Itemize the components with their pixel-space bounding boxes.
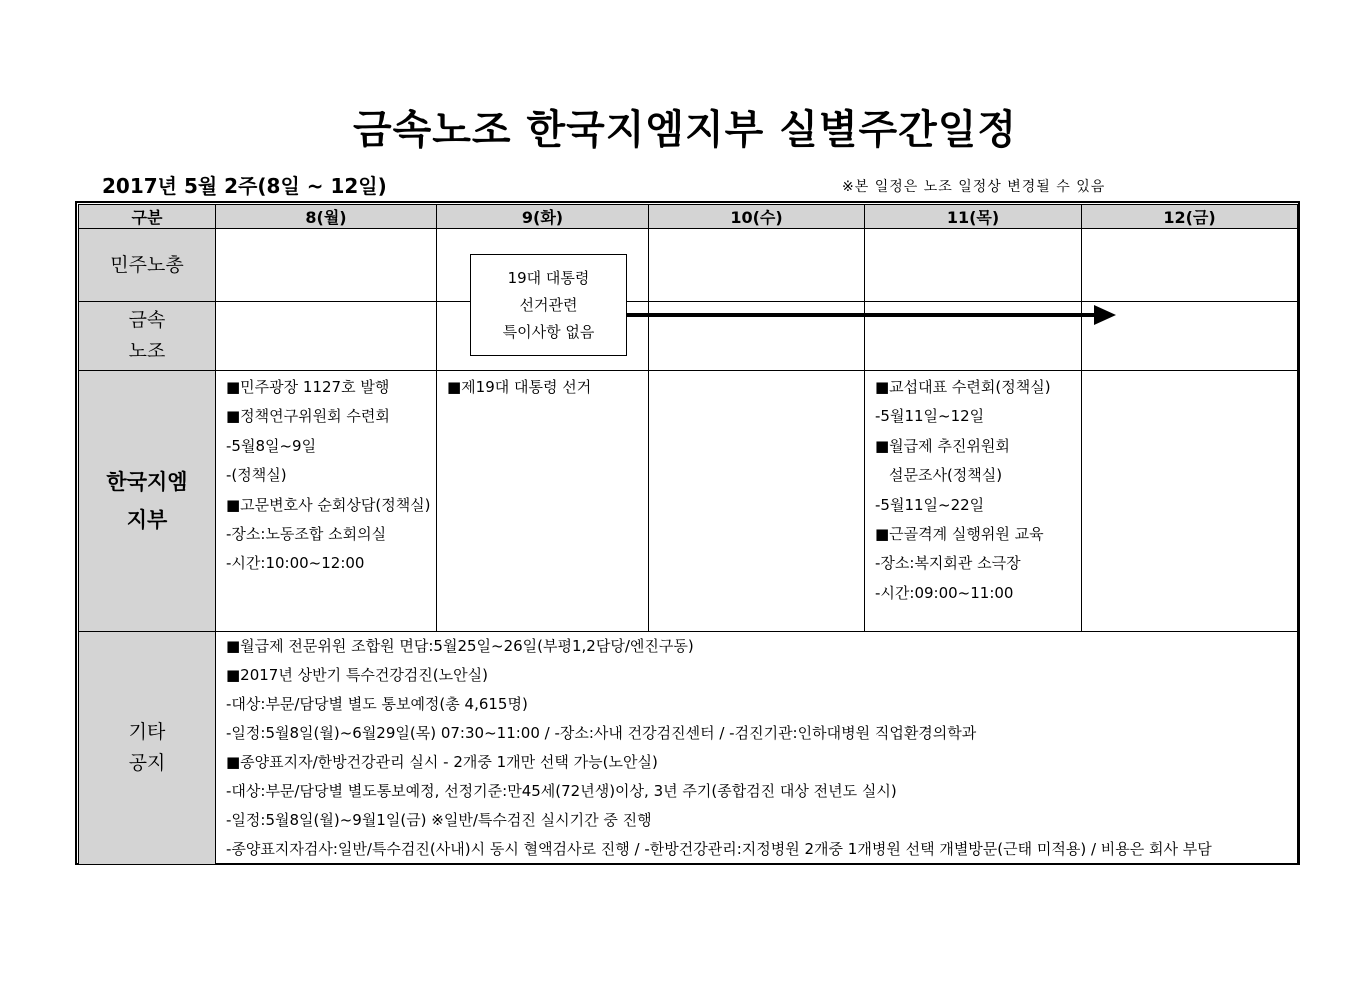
cell-kctu-thu [865,229,1082,302]
list-item: -시간:09:00~11:00 [875,583,1014,602]
header-day-wed: 10(수) [649,205,865,229]
list-item: -장소:노동조합 소회의실 [226,524,387,543]
row-label-misc-line1: 기타 [128,721,166,743]
cell-gmk-fri [1082,371,1298,632]
list-item: 설문조사(정책실) [889,466,1003,485]
row-misc [79,632,1298,865]
cell-kctu-wed [649,229,865,302]
row-label-misc-line2: 공지 [128,752,166,774]
change-notice: ※본 일정은 노조 일정상 변경될 수 있음 [842,179,1106,195]
list-item: -(정책실) [226,466,287,485]
cell-misc-notices [216,632,1298,865]
election-note-line: 특이사항 없음 [502,323,595,341]
list-item: -5월11일~22일 [875,495,985,514]
list-item: ■교섭대표 수련회(정책실) [875,378,1051,396]
election-note-box [470,254,627,356]
week-range: 2017년 5월 2주(8일 ~ 12일) [102,174,387,198]
cell-gmk-wed [649,371,865,632]
row-label-misc [79,632,216,865]
row-label-gmk-line2: 지부 [126,508,168,532]
list-item: -종양표지자검사:일반/특수검진(사내)시 동시 혈액검사로 진행 / -한방건강관리:지정병원 2개중 1개병원 선택 개별방문(근태 미적용) / 비용은 회사 부담 [226,840,1212,858]
cell-gmk-mon [216,371,437,632]
list-item: ■고문변호사 순회상담(정책실) [226,495,431,514]
header-day-tue: 9(화) [437,205,649,229]
row-label-kmwu-line1: 금속 [128,309,166,331]
header-row [79,205,1298,229]
list-item: ■민주광장 1127호 발행 [226,378,390,396]
cell-gmk-thu [865,371,1082,632]
cell-kmwu-mon [216,302,437,371]
election-note-line: 선거관련 [519,296,578,314]
election-note-line: 19대 대통령 [507,269,590,287]
row-label-kmwu-line2: 노조 [128,340,166,362]
list-item: ■월급제 전문위원 조합원 면담:5월25일~26일(부평1,2담당/엔진구동) [226,637,694,655]
list-item: -일정:5월8일(월)~9월1일(금) ※일반/특수검진 실시기간 중 진행 [226,811,652,829]
header-day-fri: 12(금) [1082,205,1298,229]
cell-kctu-fri [1082,229,1298,302]
cell-kctu-mon [216,229,437,302]
row-label-kmwu [79,302,216,371]
list-item: -일정:5월8일(월)~6월29일(목) 07:30~11:00 / -장소:사내 건강검진센터 / -검진기관:인하대병원 직업환경의학과 [226,724,977,742]
list-item: ■정책연구위원회 수련회 [226,407,390,426]
row-kctu [79,229,1298,302]
list-item: ■2017년 상반기 특수건강검진(노안실) [226,666,488,684]
row-gmk [79,371,1298,632]
list-item: ■종양표지자/한방건강관리 실시 - 2개중 1개만 선택 가능(노안실) [226,753,658,771]
list-item: -대상:부문/담당별 별도 통보예정(총 4,615명) [226,695,528,713]
list-item: ■제19대 대통령 선거 [447,378,592,396]
list-item: ■월급제 추진위원회 [875,436,1010,455]
header-day-mon: 8(월) [216,205,437,229]
cell-gmk-tue [437,371,649,632]
list-item: -시간:10:00~12:00 [226,554,365,573]
page-title: 금속노조 한국지엠지부 실별주간일정 [352,107,1018,153]
list-item: ■근골격계 실행위원 교육 [875,524,1044,543]
list-item: -장소:복지회관 소극장 [875,554,1021,573]
list-item: -대상:부문/담당별 별도통보예정, 선정기준:만45세(72년생)이상, 3년 주기(종합검진 대상 전년도 실시) [226,782,897,800]
row-label-gmk [79,371,216,632]
header-category: 구분 [79,205,216,229]
row-label-gmk-line1: 한국지엠 [106,470,188,494]
list-item: -5월8일~9일 [226,436,317,455]
list-item: -5월11일~12일 [875,407,985,426]
row-label-kctu: 민주노총 [79,229,216,302]
header-day-thu: 11(목) [865,205,1082,229]
duration-arrow-icon [626,304,1118,326]
